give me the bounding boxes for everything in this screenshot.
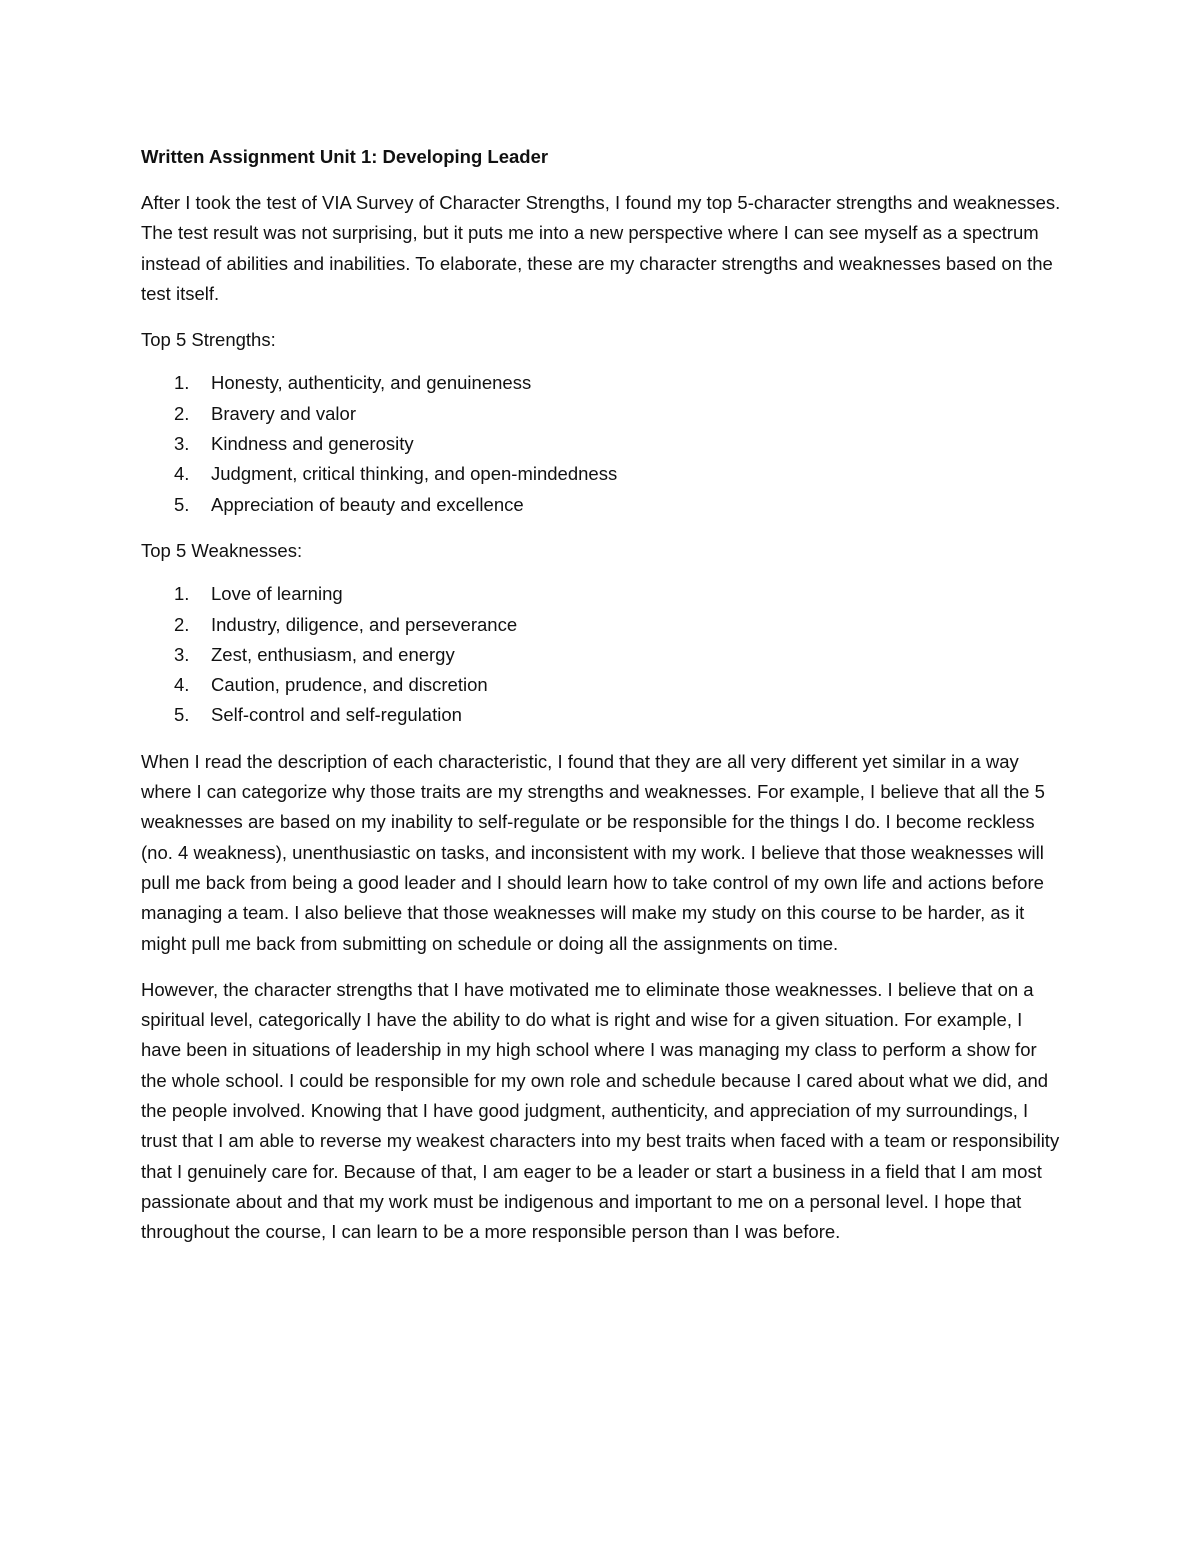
list-item-number: 5. (174, 493, 190, 515)
list-item-number: 1. (174, 372, 190, 394)
weaknesses-heading: Top 5 Weaknesses: (141, 539, 303, 561)
list-item-text: Judgment, critical thinking, and open-mindedness (211, 463, 618, 485)
list-item (141, 368, 1061, 398)
list-item (141, 610, 1061, 640)
list-item (141, 459, 1061, 489)
list-item-number: 2. (174, 613, 190, 635)
list-item-number: 2. (174, 402, 190, 424)
document-title: Written Assignment Unit 1: Developing Leader (141, 146, 549, 167)
list-item-number: 3. (174, 643, 190, 665)
list-item-text: Caution, prudence, and discretion (211, 674, 488, 696)
list-item-text: Bravery and valor (211, 402, 356, 424)
intro-paragraph: After I took the test of VIA Survey of Character Strengths, I found my top 5-character strengths and weaknesses. The test result was not surprising, but it puts me into a new perspective where I can see myself as a spectrum instead of abilities and inabilities. To elaborate, these are my character strengths and weaknesses based on the test itself. (141, 192, 1061, 304)
list-item-number: 5. (174, 704, 190, 726)
list-item (141, 490, 1061, 520)
body-paragraph-3: However, the character strengths that I have motivated me to eliminate those weaknesses. I believe that on a spiritual level, categorically I have the ability to do what is right and wise for a given situation. For example, I have been in situations of leadership in my high school where I was managing my class to perform a show for the whole school. I could be responsible for my own role and schedule because I cared about what we did, and the people involved. Knowing that I have good judgment, authenticity, and appreciation of my surroundings, I trust that I am able to reverse my weakest characters into my best traits when faced with a team or responsibility that I genuinely care for. Because of that, I am eager to be a leader or start a business in a field that I am most passionate about and that my work must be indigenous and important to me on a personal level. I hope that throughout the course, I can learn to be a more responsible person than I was before. (141, 978, 1060, 1243)
list-item (141, 640, 1061, 670)
list-item (141, 399, 1061, 429)
list-item-number: 1. (174, 583, 190, 605)
list-item-text: Kindness and generosity (211, 433, 414, 455)
list-item-text: Industry, diligence, and perseverance (211, 613, 518, 635)
list-item-number: 4. (174, 674, 190, 696)
list-item-text: Self-control and self-regulation (211, 704, 462, 726)
weaknesses-list (141, 579, 1061, 730)
list-item-number: 3. (174, 433, 190, 455)
list-item (141, 700, 1061, 730)
list-item-text: Love of learning (211, 583, 343, 605)
list-item-text: Honesty, authenticity, and genuineness (211, 372, 532, 394)
list-item (141, 429, 1061, 459)
list-item (141, 670, 1061, 700)
list-item-number: 4. (174, 463, 190, 485)
document-body (141, 142, 1061, 1264)
strengths-heading: Top 5 Strengths: (141, 329, 276, 351)
strengths-list (141, 368, 1061, 519)
list-item-text: Appreciation of beauty and excellence (211, 493, 524, 515)
body-paragraph-2: When I read the description of each characteristic, I found that they are all very different yet similar in a way where I can categorize why those traits are my strengths and weaknesses. For example, I believe that all the 5 weaknesses are based on my inability to self-regulate or be responsible for the things I do. I become reckless (no. 4 weakness), unenthusiastic on tasks, and inconsistent with my work. I believe that those weaknesses will pull me back from being a good leader and I should learn how to take control of my own life and actions before managing a team. I also believe that those weaknesses will make my study on this course to be harder, as it might pull me back from submitting on schedule or doing all the assignments on time. (141, 750, 1045, 954)
list-item (141, 579, 1061, 609)
list-item-text: Zest, enthusiasm, and energy (211, 643, 455, 665)
